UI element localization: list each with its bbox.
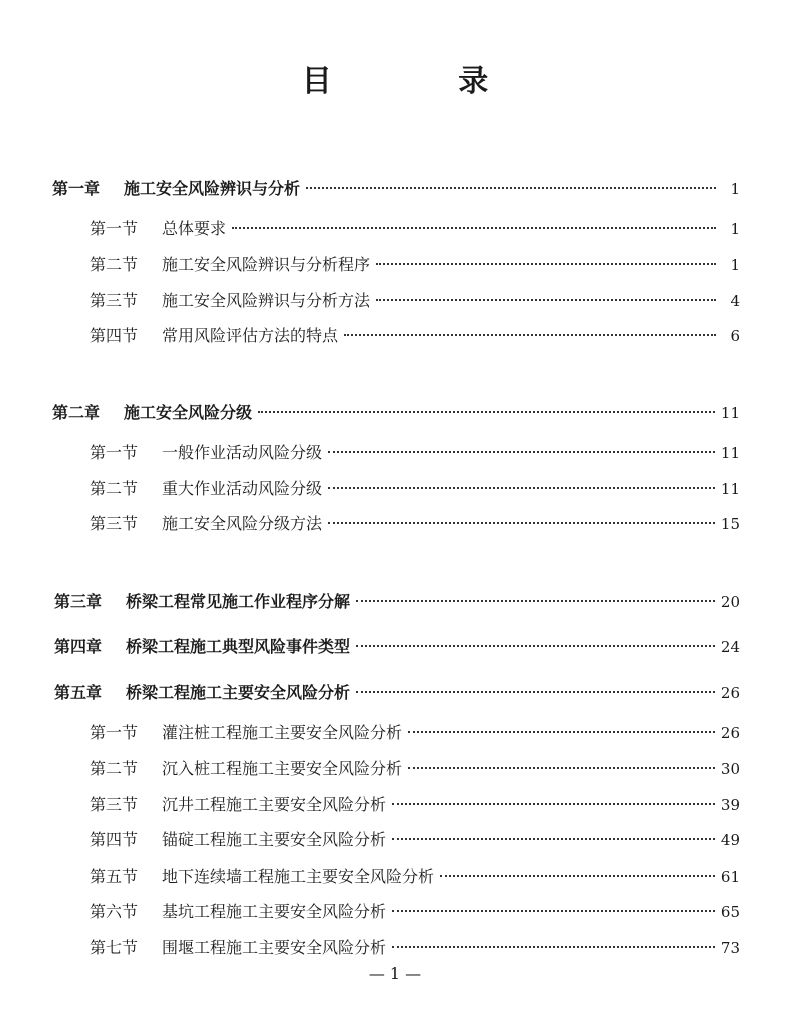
- toc-entry-section-5-4[interactable]: [90, 827, 740, 853]
- toc-entry-chapter-5[interactable]: [54, 680, 740, 706]
- toc-entry-page: 4: [730, 292, 740, 310]
- dot-leader: [258, 411, 715, 413]
- dot-leader: [356, 600, 715, 602]
- toc-entry-page: 6: [730, 327, 740, 345]
- toc-entry-section-5-1[interactable]: [90, 720, 740, 746]
- toc-entry-label: 第四章: [54, 637, 103, 656]
- toc-entry-page: 65: [720, 903, 740, 921]
- toc-entry-label: 第五章: [54, 683, 103, 702]
- toc-entry-title: 施工安全风险辨识与分析程序: [162, 255, 371, 274]
- toc-entry-title: 桥梁工程常见施工作业程序分解: [126, 592, 351, 611]
- dot-leader: [306, 187, 716, 189]
- toc-entry-title: 一般作业活动风险分级: [162, 443, 323, 462]
- toc-entry-title: 锚碇工程施工主要安全风险分析: [162, 830, 387, 849]
- toc-entry-title: 施工安全风险分级方法: [162, 514, 323, 533]
- dot-leader: [328, 487, 715, 489]
- toc-entry-page: 24: [720, 638, 740, 656]
- toc-entry-page: 1: [730, 256, 740, 274]
- toc-entry-title: 重大作业活动风险分级: [162, 479, 323, 498]
- toc-entry-page: 11: [720, 444, 740, 462]
- toc-entry-chapter-4[interactable]: [54, 634, 740, 660]
- toc-entry-label: 第二章: [52, 403, 101, 422]
- toc-entry-page: 11: [720, 480, 740, 498]
- toc-entry-page: 11: [720, 404, 740, 422]
- toc-entry-title: 总体要求: [162, 219, 227, 238]
- toc-entry-page: 1: [730, 180, 740, 198]
- toc-entry-section-5-5[interactable]: [90, 864, 740, 890]
- dot-leader: [328, 522, 715, 524]
- toc-entry-label: 第一节: [90, 723, 139, 742]
- toc-entry-title: 施工安全风险辨识与分析方法: [162, 291, 371, 310]
- toc-entry-label: 第六节: [90, 902, 139, 921]
- dot-leader: [232, 227, 716, 229]
- toc-entry-section-5-6[interactable]: [90, 899, 740, 925]
- toc-entry-page: 49: [720, 831, 740, 849]
- toc-entry-page: 20: [720, 593, 740, 611]
- toc-entry-title: 施工安全风险辨识与分析: [124, 179, 301, 198]
- toc-entry-title: 沉井工程施工主要安全风险分析: [162, 795, 387, 814]
- toc-entry-label: 第二节: [90, 759, 139, 778]
- toc-entry-label: 第七节: [90, 938, 139, 957]
- toc-entry-label: 第三节: [90, 291, 139, 310]
- toc-entry-section-5-7[interactable]: [90, 935, 740, 961]
- dot-leader: [440, 875, 715, 877]
- toc-entry-title: 灌注桩工程施工主要安全风险分析: [162, 723, 403, 742]
- toc-entry-section-2-1[interactable]: [90, 440, 740, 466]
- toc-entry-page: 15: [720, 515, 740, 533]
- dot-leader: [392, 803, 715, 805]
- dot-leader: [376, 263, 716, 265]
- dot-leader: [392, 838, 715, 840]
- toc-entry-page: 39: [720, 796, 740, 814]
- toc-entry-label: 第五节: [90, 867, 139, 886]
- toc-entry-page: 26: [720, 684, 740, 702]
- toc-entry-chapter-3[interactable]: [54, 589, 740, 615]
- toc-entry-label: 第一章: [52, 179, 101, 198]
- toc-entry-label: 第一节: [90, 443, 139, 462]
- toc-entry-page: 61: [720, 868, 740, 886]
- toc-entry-title: 施工安全风险分级: [124, 403, 253, 422]
- toc-entry-label: 第二节: [90, 255, 139, 274]
- toc-entry-section-2-2[interactable]: [90, 476, 740, 502]
- toc-entry-title: 桥梁工程施工主要安全风险分析: [126, 683, 351, 702]
- toc-entry-title: 基坑工程施工主要安全风险分析: [162, 902, 387, 921]
- toc-entry-page: 1: [730, 220, 740, 238]
- toc-entry-title: 桥梁工程施工典型风险事件类型: [126, 637, 351, 656]
- toc-entry-section-1-3[interactable]: [90, 288, 740, 314]
- toc-entry-title: 常用风险评估方法的特点: [162, 326, 339, 345]
- toc-entry-title: 地下连续墙工程施工主要安全风险分析: [162, 867, 435, 886]
- toc-entry-label: 第二节: [90, 479, 139, 498]
- dot-leader: [408, 767, 715, 769]
- dot-leader: [392, 910, 715, 912]
- page-title: 目 录: [301, 64, 547, 99]
- toc-entry-section-2-3[interactable]: [90, 511, 740, 537]
- toc-entry-label: 第三节: [90, 795, 139, 814]
- dot-leader: [356, 691, 715, 693]
- toc-entry-label: 第一节: [90, 219, 139, 238]
- toc-entry-chapter-1[interactable]: [52, 176, 740, 202]
- dot-leader: [356, 645, 715, 647]
- page-number-footer: — 1 —: [368, 964, 422, 983]
- toc-entry-page: 73: [720, 939, 740, 957]
- toc-entry-title: 围堰工程施工主要安全风险分析: [162, 938, 387, 957]
- toc-entry-label: 第四节: [90, 326, 139, 345]
- dot-leader: [328, 451, 715, 453]
- toc-entry-section-1-4[interactable]: [90, 323, 740, 349]
- toc-entry-page: 30: [720, 760, 740, 778]
- toc-entry-section-5-2[interactable]: [90, 756, 740, 782]
- toc-entry-label: 第三节: [90, 514, 139, 533]
- toc-entry-section-1-2[interactable]: [90, 252, 740, 278]
- toc-entry-title: 沉入桩工程施工主要安全风险分析: [162, 759, 403, 778]
- dot-leader: [344, 334, 716, 336]
- toc-entry-page: 26: [720, 724, 740, 742]
- toc-entry-label: 第三章: [54, 592, 103, 611]
- dot-leader: [408, 731, 715, 733]
- dot-leader: [376, 299, 716, 301]
- dot-leader: [392, 946, 715, 948]
- toc-entry-chapter-2[interactable]: [52, 400, 740, 426]
- toc-entry-section-1-1[interactable]: [90, 216, 740, 242]
- toc-entry-label: 第四节: [90, 830, 139, 849]
- toc-entry-section-5-3[interactable]: [90, 792, 740, 818]
